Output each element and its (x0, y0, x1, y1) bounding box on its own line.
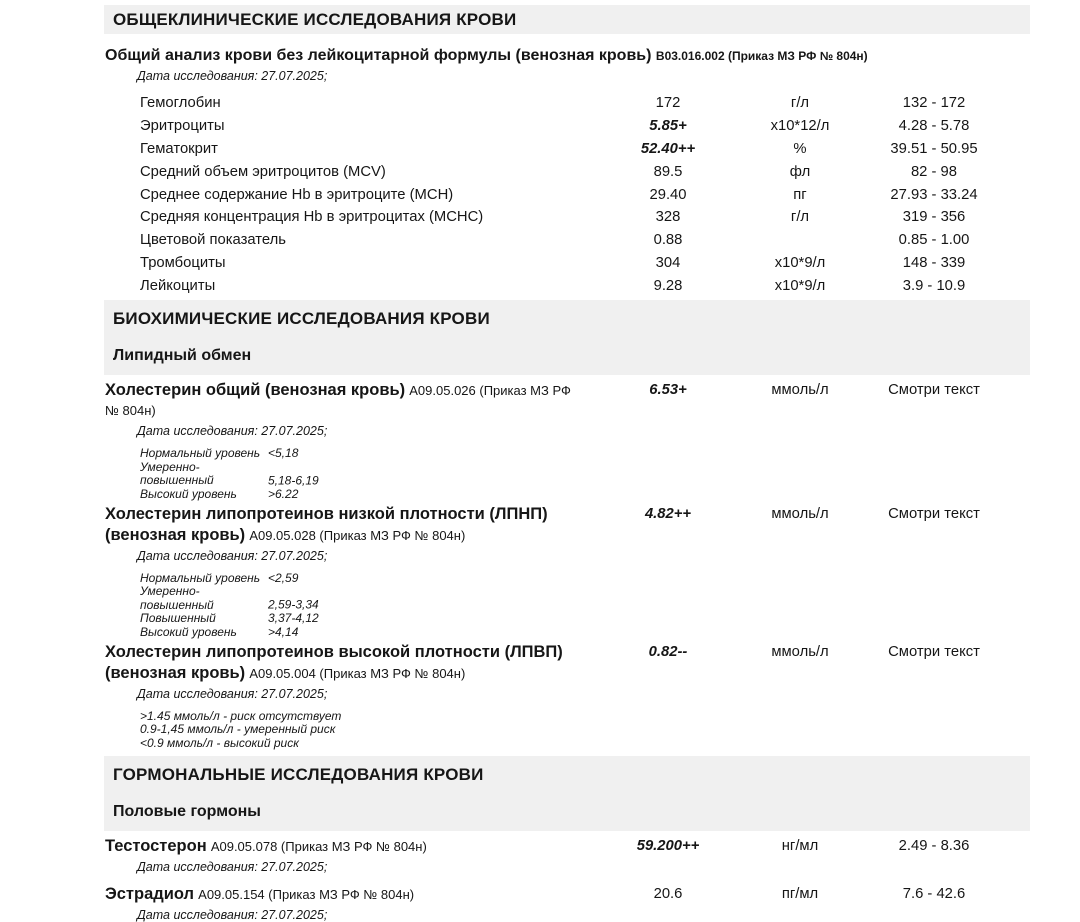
analyte-range: 27.93 - 33.24 (890, 186, 978, 203)
test-name-cell (104, 884, 574, 905)
risk-note-line: 0.9-1,45 ммоль/л - умеренный риск (140, 722, 336, 737)
analyte-name: Среднее содержание Hb в эритроците (MCH) (140, 186, 454, 203)
section-header-hormones-label: ГОРМОНАЛЬНЫЕ ИССЛЕДОВАНИЯ КРОВИ (113, 765, 484, 785)
analyte-name: Средняя концентрация Hb в эритроцитах (MCHC) (140, 209, 484, 226)
test-code: А09.05.028 (Приказ МЗ РФ № 804н) (249, 527, 466, 543)
analyte-value: 89.5 (653, 163, 683, 180)
table-row (104, 138, 1030, 161)
reference-note-line: Высокий уровень >6.22 (140, 486, 299, 501)
analyte-value: 304 (655, 254, 681, 271)
test-row-cholesterol-ldl (104, 504, 1030, 546)
cbc-panel-code: В03.016.002 (Приказ МЗ РФ № 804н) (655, 49, 868, 63)
analyte-unit: г/л (790, 209, 810, 226)
test-range: Смотри текст (888, 643, 980, 660)
test-value-abnormal: 4.82++ (644, 505, 692, 522)
test-study-date: Дата исследования: 27.07.2025; (137, 686, 328, 701)
test-row-cholesterol-total (104, 380, 1030, 421)
reference-note-line: Повышенный 3,37-4,12 (140, 611, 319, 626)
analyte-value-abnormal: 52.40++ (640, 140, 696, 157)
cbc-study-date: Дата исследования: 27.07.2025; (137, 69, 328, 83)
test-name-cell (104, 836, 574, 857)
cbc-results-table (104, 92, 1030, 297)
test-name-cell (104, 380, 574, 421)
test-value-abnormal: 59.200++ (636, 838, 700, 855)
section-header-hormones (104, 756, 1030, 831)
analyte-value: 328 (655, 209, 681, 226)
table-row (104, 183, 1030, 206)
analyte-value: 172 (655, 95, 681, 112)
test-study-date: Дата исследования: 27.07.2025; (137, 424, 328, 439)
analyte-unit: фл (789, 163, 811, 180)
analyte-name: Гематокрит (140, 140, 218, 157)
subsection-lipids-label: Липидный обмен (113, 347, 252, 365)
table-row (104, 115, 1030, 138)
analyte-value: 9.28 (653, 277, 683, 294)
test-range: 7.6 - 42.6 (902, 886, 966, 903)
analyte-name: Средний объем эритроцитов (MCV) (140, 163, 386, 180)
test-unit: ммоль/л (771, 643, 829, 660)
table-row (104, 206, 1030, 229)
test-value: 20.6 (653, 886, 683, 903)
analyte-name: Эритроциты (140, 118, 225, 135)
analyte-range: 0.85 - 1.00 (898, 232, 970, 249)
analyte-range: 319 - 356 (902, 209, 966, 226)
test-name: Эстрадиол (105, 885, 195, 904)
test-name: Холестерин общий (венозная кровь) (105, 381, 406, 400)
analyte-value: 29.40 (649, 186, 687, 203)
table-row (104, 274, 1030, 297)
risk-note-line: >1.45 ммоль/л - риск отсутствует (140, 708, 342, 723)
analyte-value-abnormal: 5.85+ (649, 118, 687, 135)
section-header-biochem-label: БИОХИМИЧЕСКИЕ ИССЛЕДОВАНИЯ КРОВИ (113, 309, 490, 329)
test-code: А09.05.026 (Приказ МЗ РФ № 804н) (105, 383, 571, 419)
test-row-testosterone (104, 836, 1030, 857)
test-row-estradiol (104, 884, 1030, 905)
reference-note-line: Нормальный уровень <5,18 (140, 446, 299, 461)
test-name-cell (104, 642, 574, 684)
test-range: 2.49 - 8.36 (898, 838, 970, 855)
test-unit: ммоль/л (771, 505, 829, 522)
reference-notes (140, 572, 1030, 640)
analyte-range: 82 - 98 (910, 163, 958, 180)
test-code: А09.05.154 (Приказ МЗ РФ № 804н) (198, 887, 415, 903)
test-unit: пг/мл (781, 886, 819, 903)
analyte-value: 0.88 (653, 232, 683, 249)
table-row (104, 252, 1030, 275)
cbc-panel-title: Общий анализ крови без лейкоцитарной формулы (венозная кровь) (105, 47, 652, 64)
analyte-name: Лейкоциты (140, 277, 216, 294)
analyte-name: Тромбоциты (140, 254, 226, 271)
test-study-date: Дата исследования: 27.07.2025; (137, 548, 328, 563)
analyte-unit: % (793, 140, 807, 157)
analyte-unit: г/л (790, 95, 810, 112)
reference-note-line: Умеренно-повышенный 5,18-6,19 (140, 459, 319, 488)
analyte-unit: х10*9/л (774, 254, 826, 271)
table-row (104, 160, 1030, 183)
reference-note-line: Умеренно-повышенный 2,59-3,34 (140, 584, 319, 612)
table-row (104, 92, 1030, 115)
test-code: А09.05.004 (Приказ МЗ РФ № 804н) (249, 665, 466, 681)
analyte-range: 148 - 339 (902, 254, 966, 271)
analyte-unit: пг (793, 186, 807, 203)
test-range: Смотри текст (888, 382, 980, 399)
reference-note-line: Нормальный уровень <2,59 (140, 570, 299, 585)
test-name: Тестостерон (105, 837, 207, 856)
analyte-unit: х10*12/л (770, 118, 830, 135)
analyte-range: 132 - 172 (902, 95, 966, 112)
analyte-range: 3.9 - 10.9 (902, 277, 966, 294)
table-row (104, 229, 1030, 252)
reference-note-line: Высокий уровень >4,14 (140, 624, 299, 639)
risk-note-line: <0.9 ммоль/л - высокий риск (140, 735, 299, 750)
test-study-date: Дата исследования: 27.07.2025; (137, 860, 328, 875)
test-name: Холестерин липопротеинов высокой плотности (ЛПВП) (венозная кровь) (105, 642, 563, 682)
test-unit: нг/мл (781, 838, 819, 855)
test-unit: ммоль/л (771, 382, 829, 399)
test-value-abnormal: 0.82-- (648, 643, 688, 660)
section-header-biochem (104, 300, 1030, 375)
test-range: Смотри текст (888, 505, 980, 522)
analyte-name: Гемоглобин (140, 95, 221, 112)
analyte-range: 39.51 - 50.95 (890, 140, 978, 157)
analyte-name: Цветовой показатель (140, 232, 287, 249)
analyte-range: 4.28 - 5.78 (898, 118, 970, 135)
section-header-clinical (104, 5, 1030, 34)
test-study-date: Дата исследования: 27.07.2025; (137, 908, 328, 922)
reference-notes (140, 447, 1030, 501)
test-value-abnormal: 6.53+ (649, 382, 687, 399)
risk-notes (140, 710, 1030, 751)
test-name-cell (104, 504, 574, 546)
test-row-cholesterol-hdl (104, 642, 1030, 684)
analyte-unit: х10*9/л (774, 277, 826, 294)
cbc-panel-heading (104, 46, 1030, 66)
subsection-sex-hormones-label: Половые гормоны (113, 803, 261, 821)
test-code: А09.05.078 (Приказ МЗ РФ № 804н) (210, 839, 427, 855)
test-name: Холестерин липопротеинов низкой плотности (ЛПНП) (венозная кровь) (105, 504, 548, 544)
section-header-clinical-label: ОБЩЕКЛИНИЧЕСКИЕ ИССЛЕДОВАНИЯ КРОВИ (113, 9, 517, 29)
